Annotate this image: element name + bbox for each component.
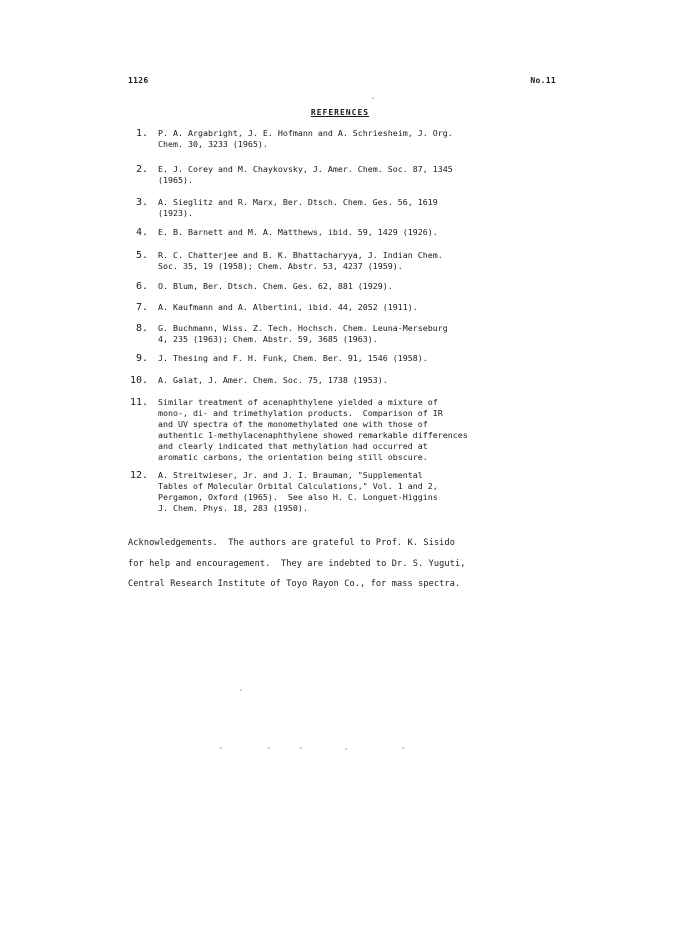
acknowledgements-line: Central Research Institute of Toyo Rayon Co., for mass spectra. xyxy=(128,579,461,589)
reference-number: 10. xyxy=(129,375,148,386)
reference-text: A. Galat, J. Amer. Chem. Soc. 75, 1738 (1953). xyxy=(158,375,388,385)
scan-speck xyxy=(220,747,222,749)
reference-number: 1. xyxy=(135,128,148,139)
reference-text: A. Kaufmann and A. Albertini, ibid. 44, 2052 (1911). xyxy=(158,302,418,312)
reference-number: 8. xyxy=(135,323,148,334)
reference-number: 6. xyxy=(135,281,148,292)
reference-number: 3. xyxy=(135,197,148,208)
scan-speck xyxy=(268,747,270,749)
reference-number: 5. xyxy=(135,250,148,261)
reference-text: G. Buchmann, Wiss. Z. Tech. Hochsch. Chem. Leuna-Merseburg 4, 235 (1963); Chem. Abstr. 59, 3685 (1963). xyxy=(158,323,448,344)
reference-text: P. A. Argabright, J. E. Hofmann and A. Schriesheim, J. Org. Chem. 30, 3233 (1965). xyxy=(158,128,453,149)
reference-text: R. C. Chatterjee and B. K. Bhattacharyya, J. Indian Chem. Soc. 35, 19 (1958); Chem. Abstr. 53, 4237 (1959). xyxy=(158,250,443,271)
scan-speck xyxy=(345,748,347,750)
reference-text: E. J. Corey and M. Chaykovsky, J. Amer. Chem. Soc. 87, 1345 (1965). xyxy=(158,164,453,185)
reference-number: 2. xyxy=(135,164,148,175)
references-heading: REFERENCES xyxy=(310,108,370,117)
reference-number: 11. xyxy=(129,397,148,408)
reference-text: O. Blum, Ber. Dtsch. Chem. Ges. 62, 881 (1929). xyxy=(158,281,393,291)
scan-speck xyxy=(300,747,302,749)
acknowledgements-line: for help and encouragement. They are indebted to Dr. S. Yuguti, xyxy=(128,559,466,569)
reference-text: J. Thesing and F. H. Funk, Chem. Ber. 91, 1546 (1958). xyxy=(158,353,428,363)
reference-number: 4. xyxy=(135,227,148,238)
reference-text: A. Streitwieser, Jr. and J. I. Brauman, "Supplemental Tables of Molecular Orbital Calculations," Vol. 1 and 2, Pergamon, Oxford (1965). See also H. C. Longuet-Higgins J. Chem. Phys. 18, 283 (1950). xyxy=(158,470,438,513)
reference-number: 9. xyxy=(135,353,148,364)
reference-text: Similar treatment of acenaphthylene yielded a mixture of mono-, di- and trimethylation products. Comparison of IR and UV spectra of the monomethylated one with those of authentic 1-methylacenaphthylene showed remarkable differences and clearly indicated that methylation had occurred at aromatic carbons, the orientation being still obscure. xyxy=(158,397,468,462)
reference-number: 12. xyxy=(129,470,148,481)
issue-number: No.11 xyxy=(530,76,556,85)
page-number: 1126 xyxy=(128,76,149,85)
scan-speck xyxy=(240,689,242,691)
acknowledgements-line: Acknowledgements. The authors are grateful to Prof. K. Sisido xyxy=(128,538,455,548)
scan-speck xyxy=(402,747,404,749)
reference-text: A. Sieglitz and R. Marx, Ber. Dtsch. Chem. Ges. 56, 1619 (1923). xyxy=(158,197,438,218)
reference-number: 7. xyxy=(135,302,148,313)
scan-speck xyxy=(372,97,374,99)
reference-text: E. B. Barnett and M. A. Matthews, ibid. 59, 1429 (1926). xyxy=(158,227,438,237)
